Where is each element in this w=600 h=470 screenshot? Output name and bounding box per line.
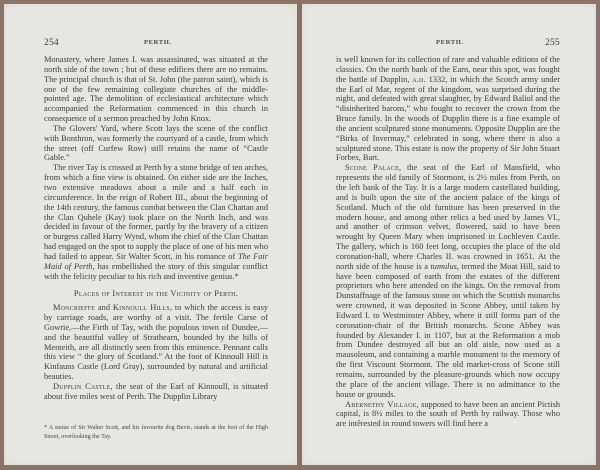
paragraph-text: 1332, in which the Scotch army under the Earl of Mar, regent of the kingdom, was surprised during the night, and defeated with great slaughter, by Edward Baliol and the “disinherited barons,” who fought to recover the crown from the Bruce family. In the woods of Dupplin there is a fine example of the ancient sculptured stone monuments. Opposite Dupplin are the “Birks of Invermay,” celebrated in song, where there is also a sculptured stone. This estate is now the property of Sir John Stuart Forbes, Bart. xyxy=(336,74,560,163)
left-page xyxy=(4,4,297,465)
paragraph xyxy=(336,400,560,430)
paragraph xyxy=(44,303,268,382)
paragraph xyxy=(44,163,268,281)
entry-lead: Abernethy Village xyxy=(345,399,417,409)
romance-title: The Fair Maid of Perth xyxy=(44,251,268,271)
right-page-body xyxy=(336,55,560,429)
page-number: 255 xyxy=(545,38,560,48)
entry-lead: Dupplin Castle xyxy=(53,382,111,391)
right-page xyxy=(302,4,596,465)
paragraph-text: , has embellished the story of this singular conflict with the felicity peculiar to his rich and inventive genius.* xyxy=(44,261,269,281)
era-abbrev: a.d. xyxy=(412,74,426,84)
paragraph xyxy=(336,163,560,399)
paragraph-text: and xyxy=(95,303,113,313)
paragraph: The Glovers' Yard, where Scott lays the scene of the conflict with Bonthron, was formerly the courtyard of a castle, from which the street (off Curfew Row) still retains the name of “Castle Gable.” xyxy=(44,123,268,163)
section-heading: Places of Interest in the Vicinity of Perth. xyxy=(73,289,239,299)
paragraph-text: , the seat of the Earl of Kinnoull, is situated about five miles west of Perth. The Dupplin Library xyxy=(44,382,268,401)
paragraph xyxy=(336,55,560,163)
paragraph-text: , supposed to have been an ancient Pictish capital, is 8½ miles to the south of Perth by railway. Those who are intêrested in round towers will find here a xyxy=(336,399,561,429)
page-number: 254 xyxy=(44,38,59,48)
paragraph-text: is well known for its collection of rare and valuable editions of the classics. On the north bank of the Earn, near this spot, was fought the battle of Dupplin, xyxy=(336,55,560,84)
paragraph: Monastery, where James I. was assassinated, was situated at the north side of the town ; but of these edifices there are no remains. The principal church is that of St. John (the patron saint), which is one of the few remaining collegiate churches of the middle-pointed age. The demolition of ecclesiastical architecture which accompanied the Reformation commenced in this church in consequence of a sermon preached by John Knox. xyxy=(44,55,268,124)
entry-lead: Kinnoull Hills xyxy=(112,303,170,313)
footnote: * A statue of Sir Walter Scott, and his favourite dog Bevis, stands at the foot of the High Street, overlooking the Tay. xyxy=(44,425,268,440)
paragraph-text: , to which the access is easy by carriage roads, are worthy of a visit. The fertile Carse of Gowrie,—the Firth of Tay, with the populous town of Dundee,—and the beautiful valley of Strathearn, bounded by the hills of Menteith, are all distinctly seen from this eminence. Pennant calls this view “ the glory of Scotland.” At the foot of Kinnoull Hill is Kinfauns Castle (Lord Gray), surrounded by natural and artificial beauties. xyxy=(44,303,268,382)
paragraph-text: , termed the Moat Hill, said to have been composed of earth from the estates of the different proprietors who here attended on the kings. On the removal from Dunstaffnage of the famous stone on which the Scottish monarchs were crowned, it was deposited in Scone Abbey, until taken by Edward I. to Westminster Abbey, where it still forms part of the coronation-chair of the British monarchs. Scone Abbey was founded by Alexander I. in 1107, but at the Reformation a mob from Dundee destroyed all but an old aisle, now used as a mausoleum, and containing a marble monument to the memory of the first Viscount Stormont. The old market-cross of Scone still remains, surrounded by the pleasure-grounds which now occupy the place of the ancient village. There is no admittance to the house or grounds. xyxy=(336,261,560,399)
entry-lead: Moncrieffe xyxy=(53,303,96,313)
running-title: PERTH. xyxy=(436,39,464,46)
paragraph-text: The river Tay is crossed at Perth by a stone bridge of ten arches, from which a fine view is obtained. On either side are the Inches, two extensive meadows about a mile and a half each in circumference. In the reign of Robert III., about the beginning of the 14th century, the famous combat between the Clan Chattan and the Clan Quhele (Kay) took place on the North Inch, and was decided in favour of the former, partly by the bravery of a citizen or burgess called Harry Wynd, whom the chief of the Clan Chattan had engaged on the spot to supply the place of one of his men who had failed to appear. Sir Walter Scott, in his romance of xyxy=(44,163,268,261)
paragraph xyxy=(44,382,268,402)
left-page-body xyxy=(44,55,268,402)
italic-term: tumulus xyxy=(430,261,457,271)
paragraph-text: , the seat of the Earl of Mansfield, who represents the old family of Stormont, is 2½ miles from Perth, on the left bank of the Tay. It is a large modern castellated building, and is built upon the site of the ancient palace of the kings of Scotland. Much of the old furniture has been preserved in the modern house, and among other relics a bed used by James VI., and another of crimson velvet, flowered, said to have been wrought by Queen Mary when imprisoned in Lochleven Castle. The gallery, which is 160 feet long, occupies the place of the old coronation-hall, where Charles II. was crowned in 1651. At the north side of the house is a xyxy=(336,163,560,271)
running-title: PERTH. xyxy=(144,39,172,46)
entry-lead: Scone Palace xyxy=(345,163,399,173)
